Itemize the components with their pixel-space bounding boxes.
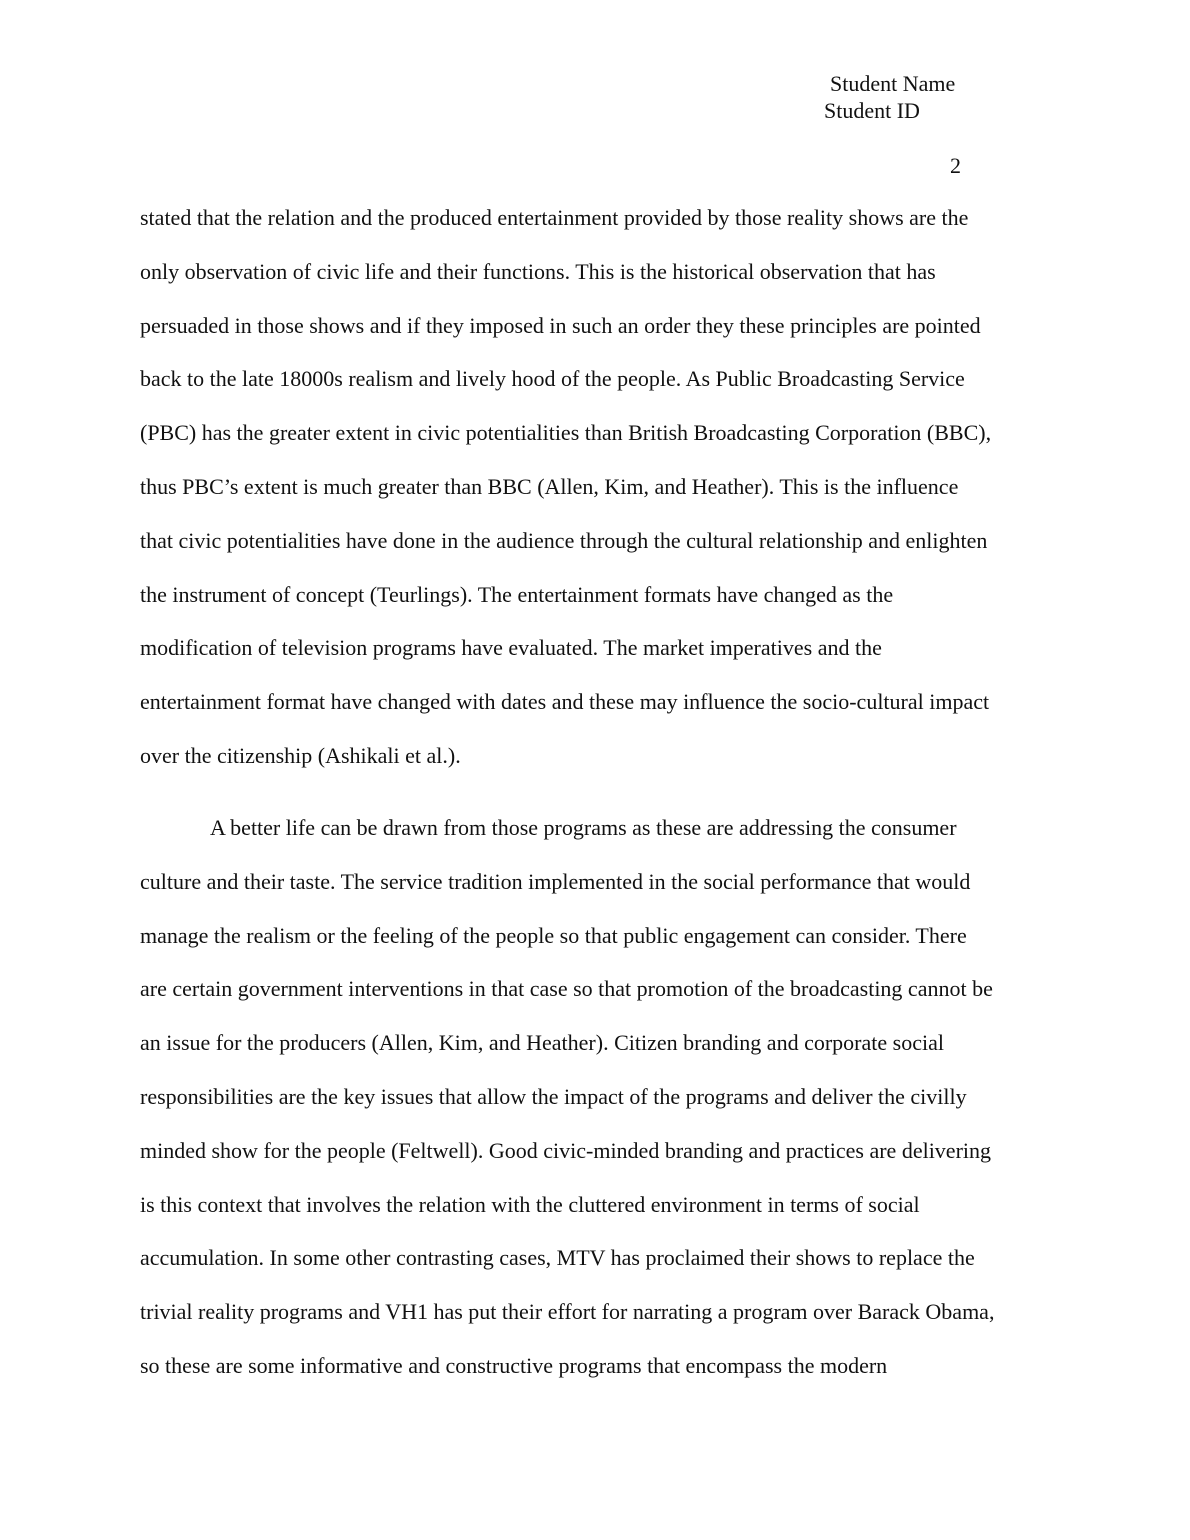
text-line: are certain government interventions in that case so that promotion of the broadcasting cannot be <box>140 976 993 1002</box>
text-line: the instrument of concept (Teurlings). The entertainment formats have changed as the <box>140 581 894 607</box>
text-line: accumulation. In some other contrasting cases, MTV has proclaimed their shows to replace the <box>140 1245 975 1271</box>
text-line: so these are some informative and constructive programs that encompass the modern <box>140 1352 888 1378</box>
text-line: entertainment format have changed with dates and these may influence the socio-cultural impact <box>140 689 990 715</box>
text-line: an issue for the producers (Allen, Kim, and Heather). Citizen branding and corporate social <box>140 1030 944 1056</box>
text-line: that civic potentialities have done in the audience through the cultural relationship and enlighten <box>140 527 988 553</box>
text-line: thus PBC’s extent is much greater than BBC (Allen, Kim, and Heather). This is the influence <box>140 473 959 499</box>
text-line: (PBC) has the greater extent in civic potentialities than British Broadcasting Corporation (BBC), <box>140 420 992 446</box>
text-line: back to the late 18000s realism and lively hood of the people. As Public Broadcasting Service <box>140 366 965 392</box>
text-line: culture and their taste. The service tradition implemented in the social performance that would <box>140 868 971 894</box>
text-line: trivial reality programs and VH1 has put their effort for narrating a program over Barack Obama, <box>140 1299 995 1325</box>
paragraph-1 <box>140 191 1060 783</box>
text-line: is this context that involves the relation with the cluttered environment in terms of social <box>140 1191 920 1217</box>
text-line: manage the realism or the feeling of the people so that public engagement can consider. There <box>140 922 967 948</box>
text-line: only observation of civic life and their functions. This is the historical observation that has <box>140 258 936 284</box>
text-line: minded show for the people (Feltwell). Good civic-minded branding and practices are delivering <box>140 1137 992 1163</box>
text-line-indented: A better life can be drawn from those programs as these are addressing the consumer <box>210 815 957 840</box>
text-line: stated that the relation and the produced entertainment provided by those reality shows are the <box>140 205 969 230</box>
text-line: modification of television programs have evaluated. The market imperatives and the <box>140 635 882 661</box>
student-id: Student ID <box>824 98 920 123</box>
student-name: Student Name <box>830 71 956 96</box>
text-line: persuaded in those shows and if they imposed in such an order they these principles are pointed <box>140 312 981 338</box>
page-number: 2 <box>950 153 961 178</box>
paragraph-2 <box>140 801 1060 1393</box>
text-line: responsibilities are the key issues that allow the impact of the programs and deliver the civilly <box>140 1083 967 1109</box>
text-line: over the citizenship (Ashikali et al.). <box>140 742 461 768</box>
